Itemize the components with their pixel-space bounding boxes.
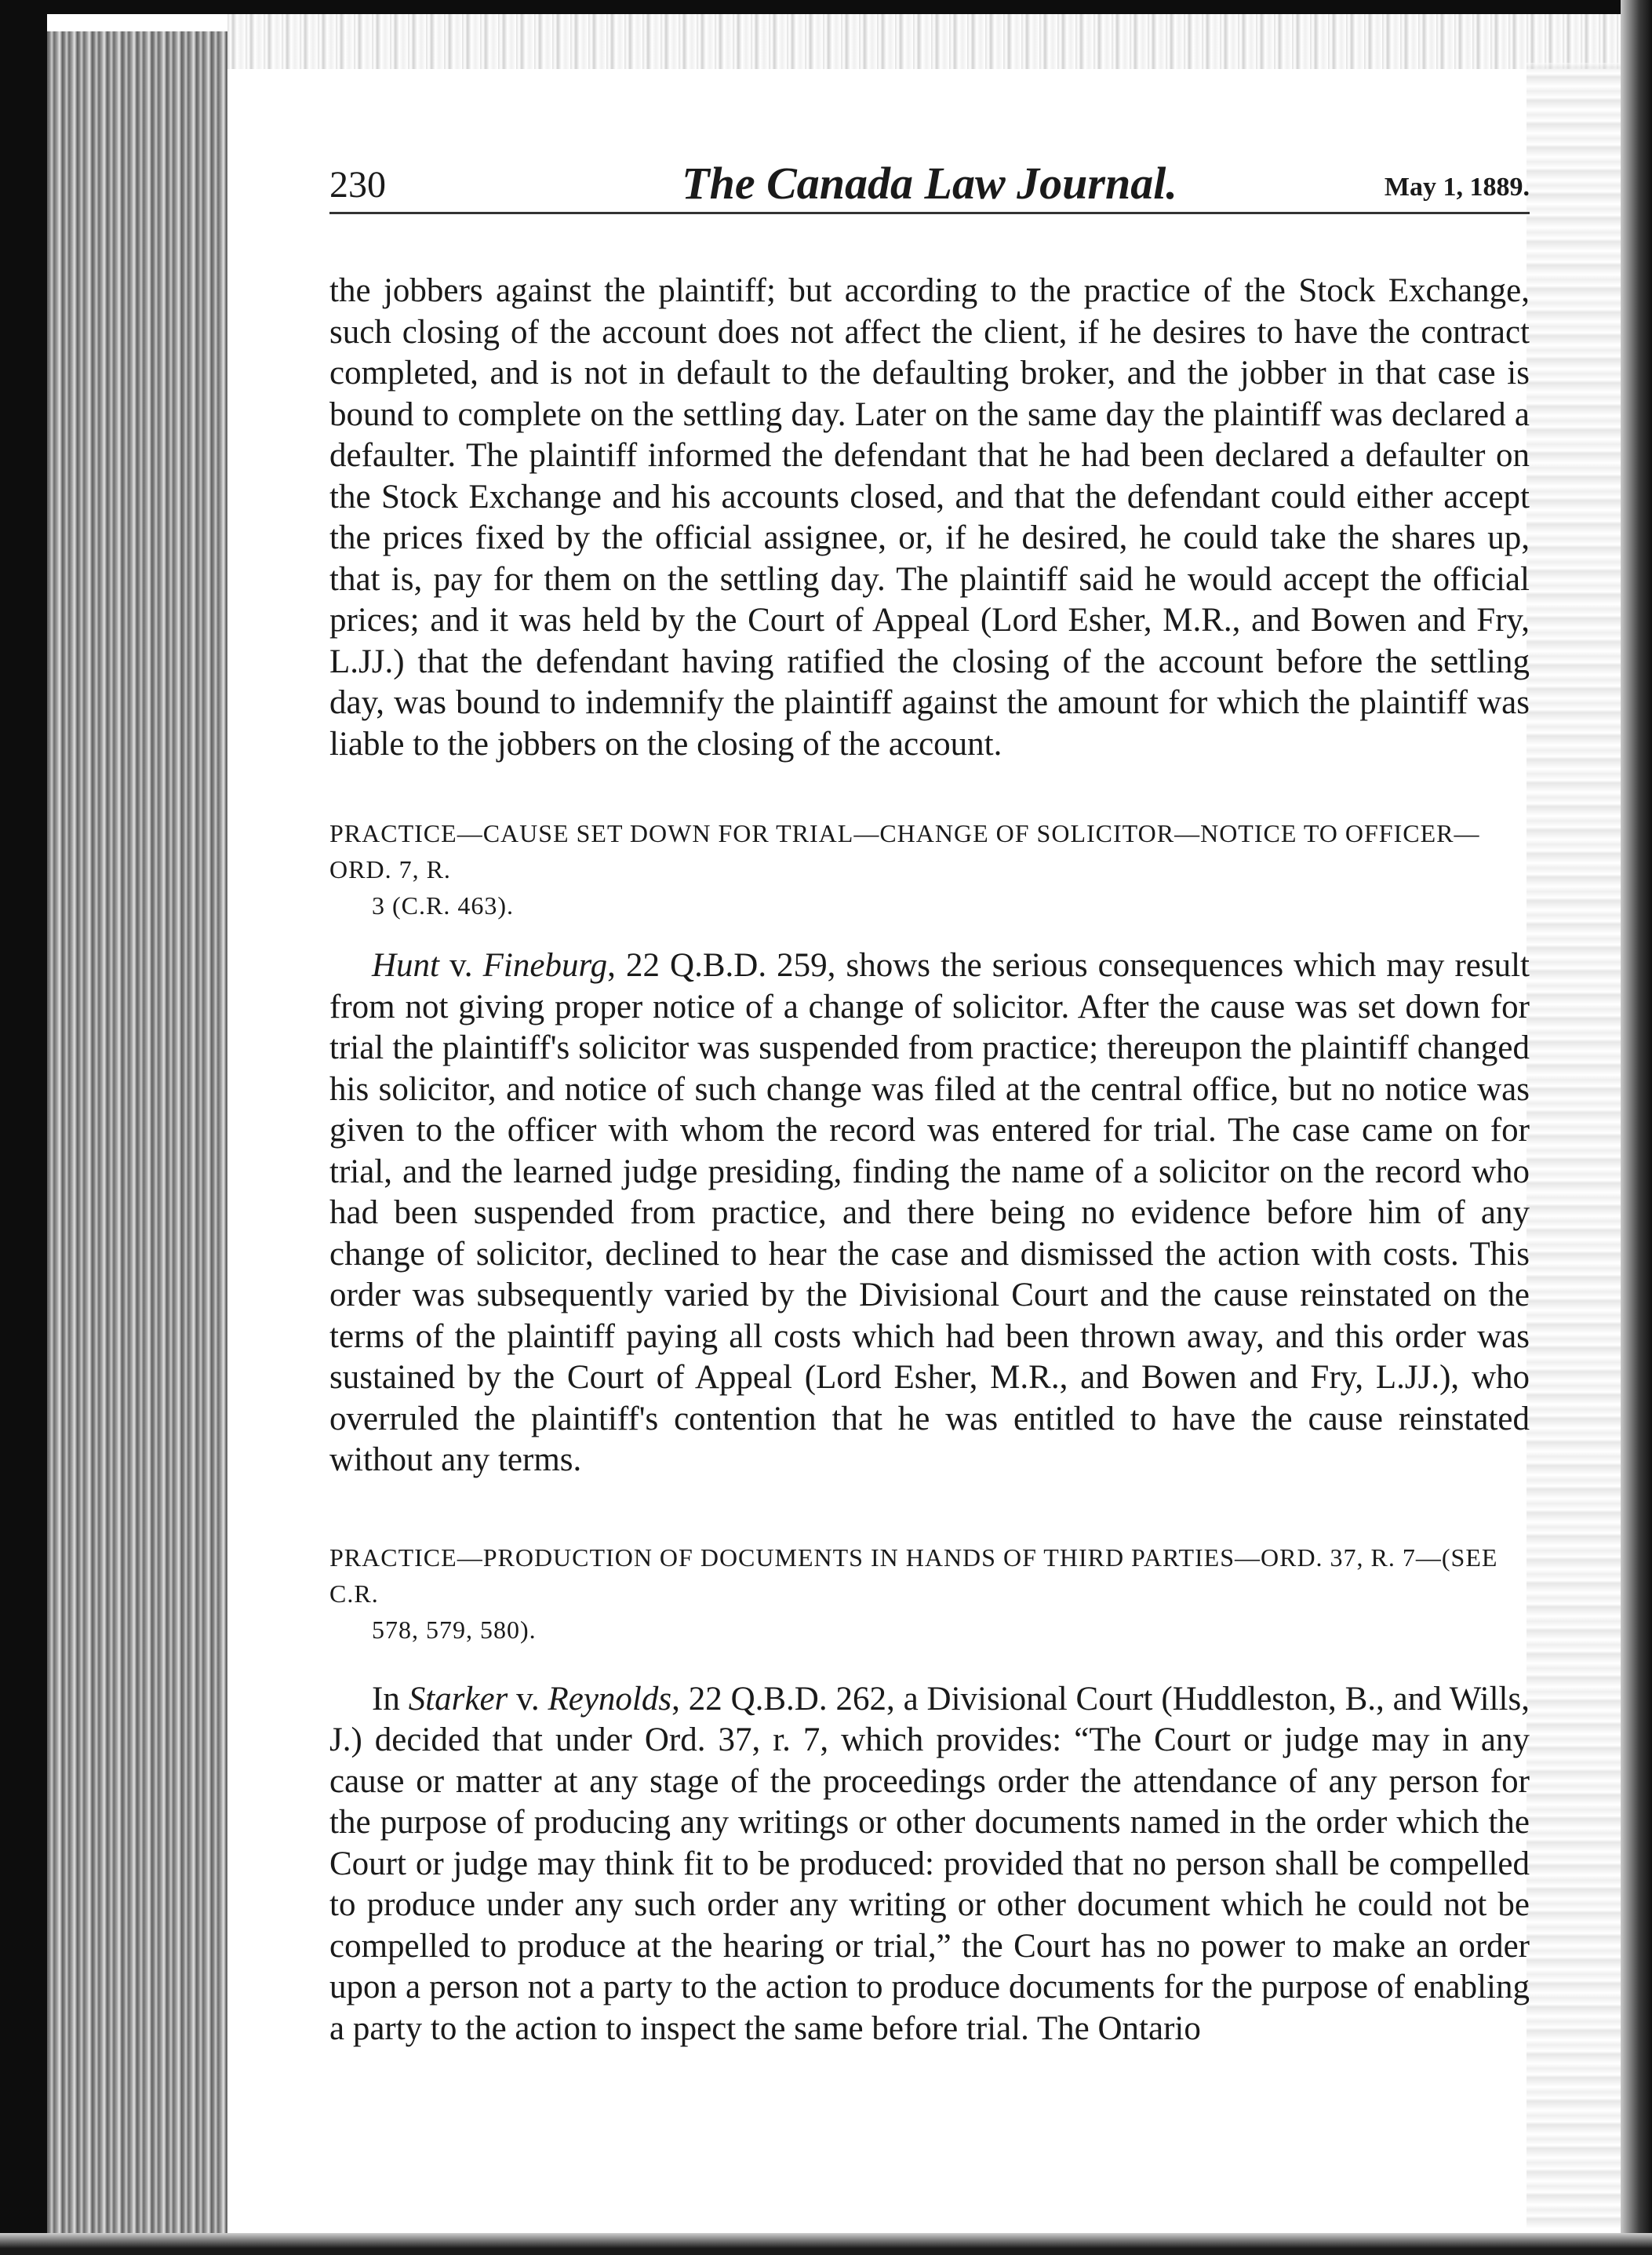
scan-border-top [0, 0, 1652, 14]
scan-noise-right [1526, 63, 1621, 2228]
case-name-plaintiff: Starker [408, 1680, 508, 1718]
case-versus: v. [508, 1680, 548, 1718]
section-heading-2-text: PRACTICE—PRODUCTION OF DOCUMENTS IN HANDS OF THIRD PARTIES—ORD. 37, R. 7—(SEE C.R. [329, 1543, 1498, 1608]
scan-border-right [1621, 0, 1652, 2255]
scan-noise-top [227, 14, 1652, 69]
scan-border-left [0, 0, 47, 2255]
section-2-paragraph [329, 1679, 1530, 2050]
case-name-plaintiff: Hunt [372, 947, 439, 984]
scan-border-bottom [0, 2233, 1652, 2255]
section-2-intro: In [372, 1680, 409, 1718]
scan-binding-edge [47, 31, 227, 2255]
section-heading-1-cont: 3 (C.R. 463). [372, 891, 514, 920]
issue-date: May 1, 1889. [1384, 173, 1530, 202]
paragraph-continued: the jobbers against the plaintiff; but according to the practice of the Stock Exchange, such closing of the account does not affect the client, if he desires to have the contract completed, and is not in default to the defaulting broker, and the jobber in that case is bound to complete on the settling day. Later on the same day the plaintiff was declared a defaulter. The plaintiff informed the defendant that he had been declared a defaulter on the Stock Exchange and his accounts closed, and that the defendant could either accept the prices fixed by the official assignee, or, if he desired, he could take the shares up, that is, pay for them on the settling day. The plaintiff said he would accept the official prices; and it was held by the Court of Appeal (Lord Esher, M.R., and Bowen and Fry, L.JJ.) that the defendant having ratified the closing of the account before the settling day, was bound to indemnify the plaintiff against the amount for which the plaintiff was liable to the jobbers on the closing of the account. [329, 272, 1530, 763]
case-name-defendant: Reynolds [548, 1680, 672, 1718]
journal-page [329, 157, 1530, 2049]
journal-title: The Canada Law Journal. [682, 158, 1177, 209]
section-2-body: , 22 Q.B.D. 262, a Divisional Court (Huddleston, B., and Wills, J.) decided that under Ord. 37, r. 7, which provides: “The Court or judge may in any cause or matter at any stage of the proceedings order the attendance of any person for the purpose of producing any writings or other documents named in the order which the Court or judge may think fit to be produced: provided that no person shall be compelled to produce under any such order any writing or other document which he could not be compelled to produce at the hearing or trial,” the Court has no power to make an order upon a person not a party to the action to produce documents for the purpose of enabling a party to the action to inspect the same before trial. The Ontario [329, 1680, 1530, 2047]
section-heading-2 [329, 1539, 1530, 1648]
page-number: 230 [329, 164, 386, 206]
section-heading-1 [329, 815, 1530, 923]
section-1-paragraph [329, 945, 1530, 1481]
case-name-defendant: Fineburg [482, 947, 608, 984]
case-versus: v. [439, 947, 483, 984]
running-head [329, 157, 1530, 214]
section-heading-2-cont: 578, 579, 580). [372, 1615, 537, 1644]
section-1-body: , 22 Q.B.D. 259, shows the serious consequences which may result from not giving proper notice of a change of solicitor. After the cause was set down for trial the plaintiff's solicitor was suspended from practice; thereupon the plaintiff changed his solicitor, and notice of such change was filed at the central office, but no notice was given to the officer with whom the record was entered for trial. The case came on for trial, and the learned judge presiding, finding the name of a solicitor on the record who had been suspended from practice, and there being no evidence before him of any change of solicitor, declined to hear the case and dismissed the action with costs. This order was subsequently varied by the Divisional Court and the cause reinstated on the terms of the plaintiff paying all costs which had been thrown away, and this order was sustained by the Court of Appeal (Lord Esher, M.R., and Bowen and Fry, L.JJ.), who overruled the plaintiff's contention that he was entitled to have the cause reinstated without any terms. [329, 947, 1530, 1478]
section-heading-1-text: PRACTICE—CAUSE SET DOWN FOR TRIAL—CHANGE OF SOLICITOR—NOTICE TO OFFICER—ORD. 7, R. [329, 819, 1480, 883]
